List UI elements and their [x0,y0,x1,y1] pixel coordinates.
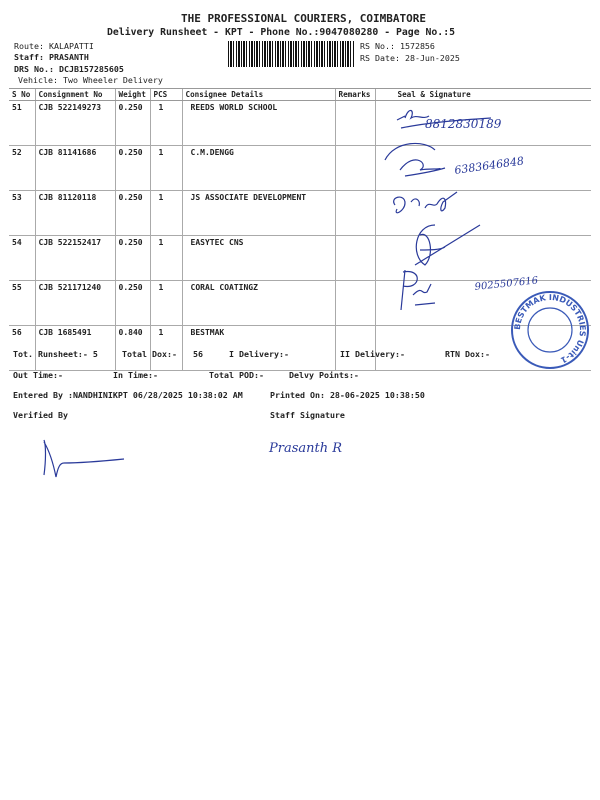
col-weight: Weight [115,89,150,101]
entered-by: Entered By :NANDHINIKPT 06/28/2025 10:38:02 AM [13,390,243,400]
cell-consignee: CORAL COATINGZ [182,281,335,326]
cell-consignment: CJB 81120118 [35,191,115,236]
cell-weight: 0.250 [115,236,150,281]
cell-pcs: 1 [150,236,182,281]
col-consignment: Consignment No [35,89,115,101]
cell-remarks [335,101,375,146]
col-consignee: Consignee Details [182,89,335,101]
printed-on: Printed On: 28-06-2025 10:38:50 [270,390,425,400]
total-dox-value: 56 [193,349,203,359]
cell-remarks [335,191,375,236]
cell-consignment: CJB 521171240 [35,281,115,326]
cell-weight: 0.250 [115,191,150,236]
company-title: THE PROFESSIONAL COURIERS, COIMBATORE [181,12,427,25]
cell-weight: 0.250 [115,281,150,326]
in-time: In Time:- [113,370,158,380]
svg-text:BESTMAK INDUSTRIES Unit-1: BESTMAK INDUSTRIES Unit-1 [512,292,588,365]
cell-consignment: CJB 81141686 [35,146,115,191]
staff: Staff: PRASANTH [14,52,89,62]
vehicle: Vehicle: Two Wheeler Delivery [18,75,163,85]
verified-by-label: Verified By [13,410,68,420]
total-runsheet: Tot. Runsheet:- 5 [13,349,98,359]
cell-consignee: REEDS WORLD SCHOOL [182,101,335,146]
total-pod: Total POD:- [209,370,264,380]
cell-consignment: CJB 522149273 [35,101,115,146]
drs-number: DRS No.: DCJB157285605 [14,64,124,74]
col-sno: S No [9,89,35,101]
company-stamp [512,292,588,368]
rs-date: RS Date: 28-Jun-2025 [360,53,460,63]
cell-pcs: 1 [150,191,182,236]
cell-pcs: 1 [150,281,182,326]
svg-text:9025507616: 9025507616 [474,275,539,293]
col-signature: Seal & Signature [375,89,591,101]
rs-number: RS No.: 1572856 [360,41,435,51]
cell-weight: 0.250 [115,146,150,191]
col-remarks: Remarks [335,89,375,101]
out-time: Out Time:- [13,370,63,380]
cell-sno: 52 [9,146,35,191]
cell-pcs: 1 [150,101,182,146]
cell-consignment: CJB 1685491 [35,326,115,371]
total-dox-label: Total Dox:- [122,349,177,359]
cell-sno: 54 [9,236,35,281]
cell-pcs: 1 [150,146,182,191]
i-delivery: I Delivery:- [229,349,289,359]
signature-row-55 [401,270,539,310]
cell-consignee: C.M.DENGG [182,146,335,191]
cell-sno: 53 [9,191,35,236]
cell-remarks [335,326,375,371]
cell-pcs: 1 [150,326,182,371]
cell-consignee: EASYTEC CNS [182,236,335,281]
cell-remarks [335,146,375,191]
signature-row-53 [394,192,457,213]
table-header [9,89,591,101]
runsheet-subtitle: Delivery Runsheet - KPT - Phone No.:9047080280 - Page No.:5 [107,27,455,38]
staff-signature-label: Staff Signature [270,410,345,420]
route: Route: KALAPATTI [14,41,94,51]
verifier-signature [30,430,130,490]
cell-remarks [335,236,375,281]
col-pcs: PCS [150,89,182,101]
cell-weight: 0.250 [115,101,150,146]
signatures-overlay [375,100,600,380]
barcode [228,41,354,67]
svg-text:Prasanth R: Prasanth R [269,441,343,456]
cell-sno: 56 [9,326,35,371]
cell-sno: 51 [9,101,35,146]
cell-sno: 55 [9,281,35,326]
cell-weight: 0.840 [115,326,150,371]
ii-delivery: II Delivery:- [340,349,405,359]
staff-signature [265,432,385,462]
rtn-dox: RTN Dox:- [445,349,490,359]
cell-consignee: BESTMAK [182,326,335,371]
cell-consignment: CJB 522152417 [35,236,115,281]
delvy-points: Delvy Points:- [289,370,359,380]
svg-text:8812830189: 8812830189 [425,117,502,131]
cell-remarks [335,281,375,326]
signature-row-54 [415,225,480,265]
signature-row-52 [385,143,525,177]
cell-consignee: JS ASSOCIATE DEVELOPMENT [182,191,335,236]
signature-row-51 [397,110,502,131]
svg-text:6383646848: 6383646848 [453,154,525,177]
